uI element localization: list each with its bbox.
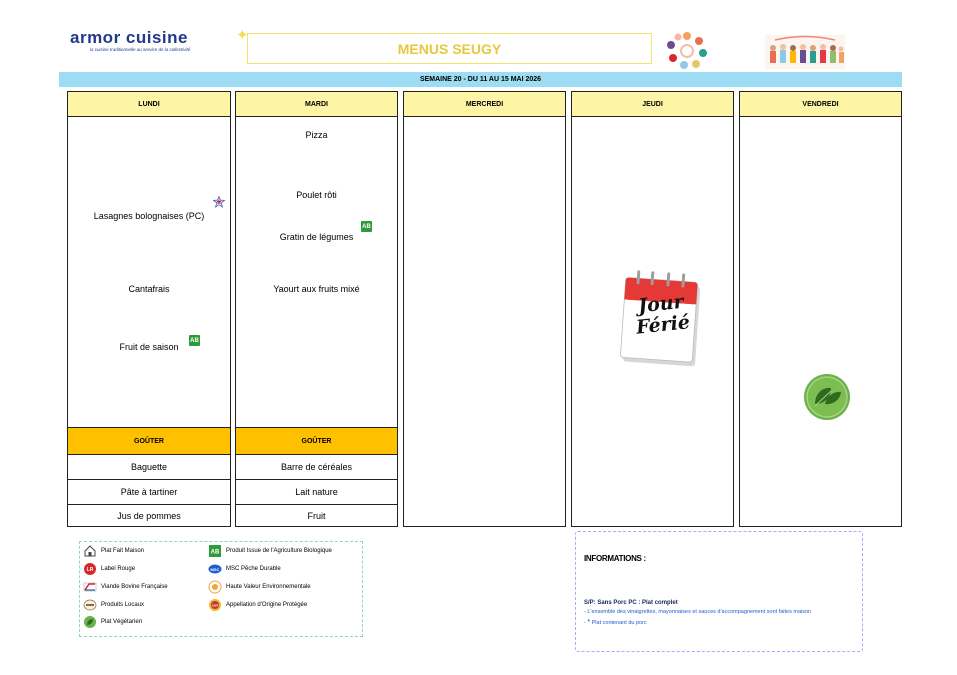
- svg-text:AB: AB: [210, 549, 220, 556]
- dish-side: Gratin de légumes: [279, 232, 354, 242]
- vegetarian-leaf-icon: [801, 373, 853, 421]
- svg-text:MSC: MSC: [210, 566, 220, 572]
- legend-label: Plat Fait Maison: [101, 548, 145, 554]
- hve-icon: [208, 580, 222, 594]
- day-header: MERCREDI: [404, 92, 565, 117]
- viande-bovine-francaise-icon: [83, 580, 97, 594]
- bio-ab-icon: [208, 544, 222, 558]
- legend-item-aop: [208, 598, 307, 612]
- legend-label: Viande Bovine Française: [101, 584, 168, 590]
- gouter-item: Fruit: [307, 511, 326, 521]
- gouter-header: GOÛTER: [68, 427, 230, 455]
- day-header: MARDI: [236, 92, 397, 117]
- gouter-item: Pâte à tartiner: [68, 480, 230, 505]
- day-column-lundi: [67, 91, 231, 527]
- label-rouge-icon: [83, 562, 97, 576]
- dish-starter: Pizza: [305, 130, 328, 140]
- info-porc-note: - * Plat contenant du porc: [584, 619, 647, 626]
- svg-text:AOP: AOP: [211, 603, 219, 608]
- legend-item-bio: [208, 544, 332, 558]
- day-header: JEUDI: [572, 92, 733, 117]
- legend-item-hve: [208, 580, 311, 594]
- jour-ferie-line2: Férié: [635, 311, 691, 339]
- info-sauces-note: - L'ensemble des vinaigrettes, mayonnaises et sauces d'accompagnement sont faites maison: [584, 609, 812, 615]
- day-column-mercredi: [403, 91, 566, 527]
- day-column-vendredi: [739, 91, 902, 527]
- legend-item-label-rouge: [83, 562, 135, 576]
- info-title: INFORMATIONS :: [584, 554, 646, 563]
- legend-item-viande-bovine: [83, 580, 168, 594]
- bio-ab-icon: AB: [189, 335, 200, 346]
- legend-label: Produits Locaux: [101, 602, 145, 608]
- week-banner: SEMAINE 20 - DU 11 AU 15 MAI 2026: [59, 72, 902, 87]
- info-porc-text: Plat contenant du porc: [591, 620, 647, 626]
- legend-label: Haute Valeur Environnementale: [226, 584, 311, 590]
- day-column-mardi: [235, 91, 398, 527]
- information-box: [575, 531, 863, 652]
- vegetarian-leaf-icon: [83, 615, 97, 629]
- sparkle-icon: ✦: [236, 26, 249, 44]
- gouter-item: Barre de céréales: [236, 455, 397, 480]
- dish-main: Poulet rôti: [296, 190, 337, 200]
- gouter-header: GOÛTER: [236, 427, 397, 455]
- children-circle-illustration: [665, 30, 709, 70]
- page-title: MENUS SEUGY: [247, 33, 652, 64]
- legend-label: Label Rouge: [101, 566, 136, 572]
- jour-ferie-text: [622, 290, 702, 340]
- gouter-item: Lait nature: [236, 480, 397, 505]
- svg-text:LR: LR: [86, 567, 94, 574]
- produits-locaux-icon: [83, 598, 97, 612]
- dish-main: Lasagnes bolognaises (PC): [93, 211, 205, 221]
- brand-logo: armor cuisine: [70, 28, 188, 47]
- day-column-jeudi: [571, 91, 734, 527]
- msc-fish-icon: [208, 562, 222, 576]
- dish-dessert: Fruit de saison: [119, 342, 179, 352]
- jour-ferie-line1: Jour: [637, 290, 685, 318]
- porc-star-symbol: *: [587, 619, 591, 626]
- porc-star-icon: [213, 196, 225, 208]
- info-abbreviations: S/P: Sans Porc PC : Plat complet: [584, 600, 678, 606]
- children-banner-illustration: [765, 35, 845, 69]
- legend-item-plat-fait-maison: [83, 544, 144, 558]
- legend-item-plat-vegetarien: [83, 615, 142, 629]
- legend-box: [79, 541, 363, 637]
- dish-dessert: Yaourt aux fruits mixé: [273, 284, 360, 294]
- aop-seal-icon: [208, 598, 222, 612]
- legend-label: Produit Issue de l'Agriculture Biologique: [226, 548, 332, 554]
- day-header: VENDREDI: [740, 92, 901, 117]
- house-icon: [83, 544, 97, 558]
- dish-cheese: Cantafrais: [128, 284, 170, 294]
- gouter-item: Jus de pommes: [117, 511, 181, 521]
- legend-label: Appellation d'Origine Protégée: [226, 602, 308, 608]
- gouter-item: Baguette: [68, 455, 230, 480]
- legend-label: Plat Végétarien: [101, 619, 143, 625]
- brand-tagline: la cuisine traditionnelle au service de la collectivité: [90, 47, 191, 52]
- legend-item-msc: [208, 562, 281, 576]
- legend-item-produits-locaux: [83, 598, 144, 612]
- bio-ab-icon: AB: [361, 221, 372, 232]
- legend-label: MSC Pêche Durable: [226, 566, 281, 572]
- day-header: LUNDI: [68, 92, 230, 117]
